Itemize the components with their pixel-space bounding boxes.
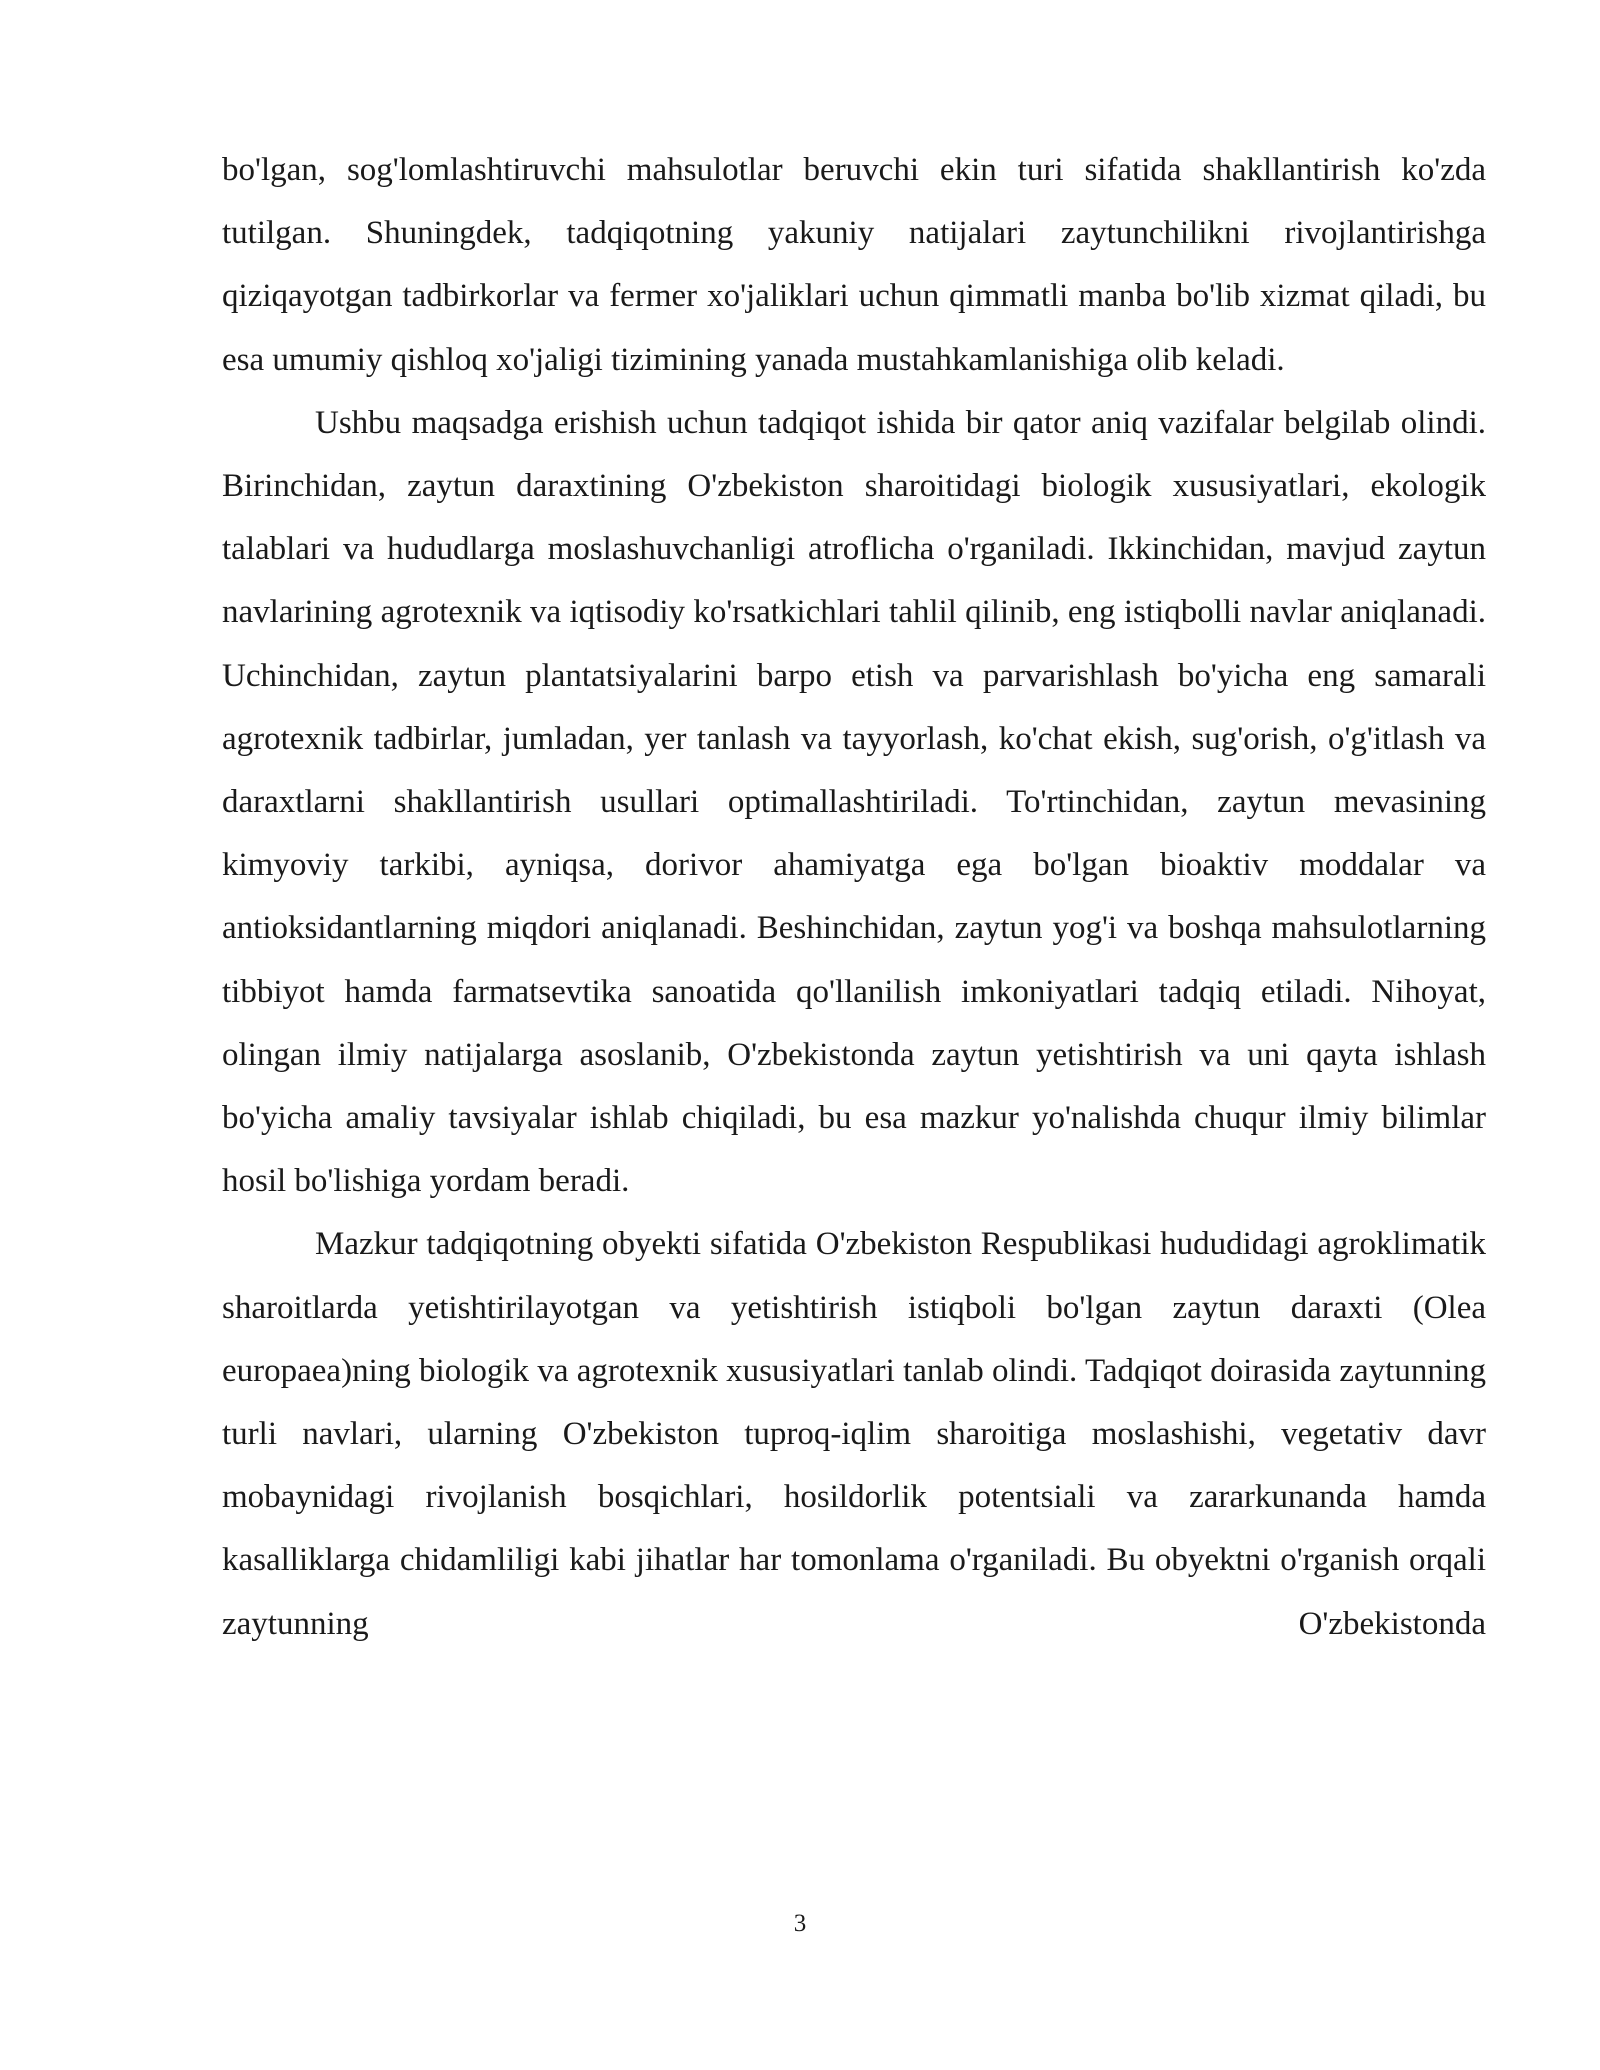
paragraph-object: Mazkur tadqiqotning obyekti sifatida O'zbekiston Respublikasi hududidagi agroklimatik sharoitlarda yetishtirilayotgan va yetishtirish istiqboli bo'lgan zaytun daraxti (Olea europaea)ning biologik va agrotexnik xususiyatlari tanlab olindi. Tadqiqot doirasida zaytunning turli navlari, ularning O'zbekiston tuproq-iqlim sharoitiga moslashishi, vegetativ davr mobaynidagi rivojlanish bosqichlari, hosildorlik potentsiali va zararkunanda hamda kasalliklarga chidamliligi kabi jihatlar har tomonlama o'rganiladi. Bu obyektni o'rganish orqali zaytunning O'zbekistonda: [222, 1226, 1486, 1642]
paragraph-tasks: Ushbu maqsadga erishish uchun tadqiqot ishida bir qator aniq vazifalar belgilab olindi. Birinchidan, zaytun daraxtining O'zbekiston sharoitidagi biologik xususiyatlari, ekologik talablari va hududlarga moslashuvchanligi atroflicha o'rganiladi. Ikkinchidan, mavjud zaytun navlarining agrotexnik va iqtisodiy ko'rsatkichlari tahlil qilinib, eng istiqbolli navlar aniqlanadi. Uchinchidan, zaytun plantatsiyalarini barpo etish va parvarishlash bo'yicha eng samarali agrotexnik tadbirlar, jumladan, yer tanlash va tayyorlash, ko'chat ekish, sug'orish, o'g'itlash va daraxtlarni shakllantirish usullari optimallashtiriladi. To'rtinchidan, zaytun mevasining kimyoviy tarkibi, ayniqsa, dorivor ahamiyatga ega bo'lgan bioaktiv moddalar va antioksidantlarning miqdori aniqlanadi. Beshinchidan, zaytun yog'i va boshqa mahsulotlarning tibbiyot hamda farmatsevtika sanoatida qo'llanilish imkoniyatlari tadqiq etiladi. Nihoyat, olingan ilmiy natijalarga asoslanib, O'zbekistonda zaytun yetishtirish va uni qayta ishlash bo'yicha amaliy tavsiyalar ishlab chiqiladi, bu esa mazkur yo'nalishda chuqur ilmiy bilimlar hosil bo'lishiga yordam beradi.: [222, 404, 1486, 1200]
body-text: [222, 139, 1486, 1656]
paragraph-continuation: bo'lgan, sog'lomlashtiruvchi mahsulotlar beruvchi ekin turi sifatida shakllantirish ko'zda tutilgan. Shuningdek, tadqiqotning yakuniy natijalari zaytunchilikni rivojlantirishga qiziqayotgan tadbirkorlar va fermer xo'jaliklari uchun qimmatli manba bo'lib xizmat qiladi, bu esa umumiy qishloq xo'jaligi tizimining yanada mustahkamlanishiga olib keladi.: [222, 152, 1486, 378]
page-number: 3: [793, 1910, 807, 1937]
